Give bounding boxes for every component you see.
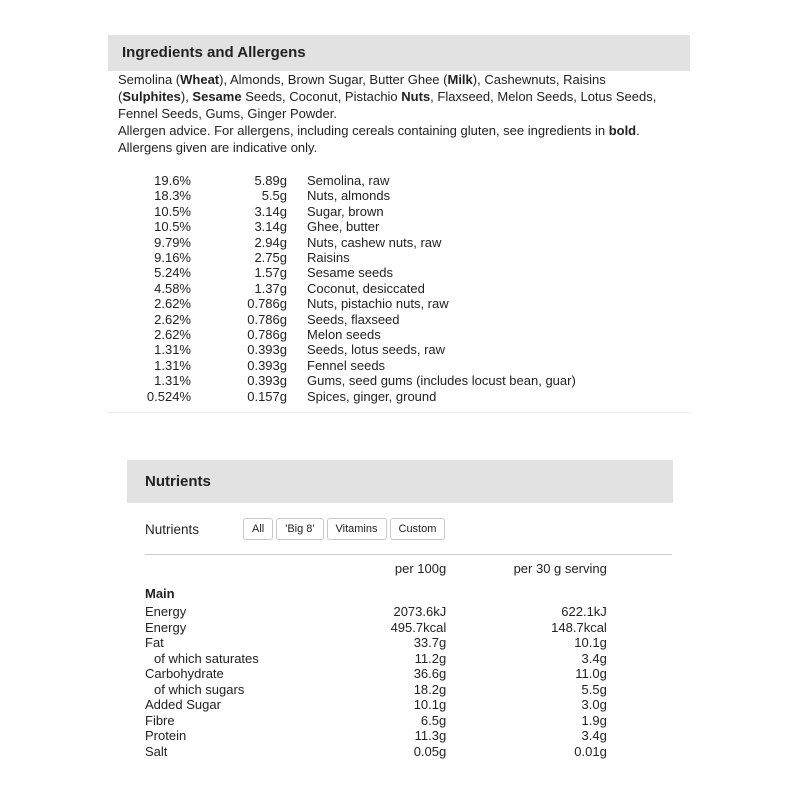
allergens-indicative-note: Allergens given are indicative only. xyxy=(118,140,318,155)
ingredient-percent: 10.5% xyxy=(154,219,191,235)
ingredients-text-segment: ), xyxy=(180,89,193,104)
nutrient-name: of which saturates xyxy=(154,650,259,666)
filter-button-all[interactable]: All xyxy=(243,518,273,540)
advice-text-segment: Allergen advice. For allergens, including cereals containing gluten, see ingredients in xyxy=(118,123,609,138)
ingredient-percent: 19.6% xyxy=(154,173,191,188)
nutrient-per-100g: 2073.6kJ xyxy=(393,604,447,619)
ingredient-grams: 1.37g xyxy=(254,280,287,296)
ingredient-grams: 0.393g xyxy=(247,373,287,389)
nutrient-row xyxy=(145,620,672,636)
ingredient-name: Sesame seeds xyxy=(307,265,393,281)
nutrient-per-serving: 5.5g xyxy=(581,681,607,697)
nutrient-name: Fibre xyxy=(145,712,175,728)
allergen-nuts: Nuts xyxy=(401,89,431,104)
nutrient-per-100g: 11.2g xyxy=(414,650,447,666)
nutrient-per-serving: 10.1g xyxy=(574,635,607,650)
spacer xyxy=(621,635,672,651)
ingredient-row xyxy=(118,265,576,280)
nutrient-group-row xyxy=(145,580,672,605)
nutrient-per-100g: 6.5g xyxy=(420,712,447,728)
ingredient-grams: 2.75g xyxy=(254,250,287,266)
spacer xyxy=(621,697,672,713)
ingredient-name: Raisins xyxy=(307,250,350,266)
spacer xyxy=(621,713,672,729)
nutrient-row xyxy=(145,666,672,682)
ingredient-percent: 5.24% xyxy=(154,265,191,281)
ingredient-grams: 1.57g xyxy=(254,265,287,281)
ingredient-name: Nuts, cashew nuts, raw xyxy=(307,234,442,250)
nutrient-per-100g: 18.2g xyxy=(413,681,447,697)
nutrient-per-serving: 1.9g xyxy=(581,712,607,728)
nutrient-name: Protein xyxy=(145,728,187,743)
nutrients-filter-bar xyxy=(145,517,673,541)
ingredient-percent: 1.31% xyxy=(154,373,191,389)
ingredient-percent: 0.524% xyxy=(146,388,191,404)
ingredient-row xyxy=(118,188,576,203)
spacer xyxy=(621,744,672,760)
ingredient-percent: 4.58% xyxy=(154,280,191,296)
nutrient-per-100g: 33.7g xyxy=(413,635,447,650)
allergen-sulphites: Sulphites xyxy=(122,89,181,104)
advice-text-segment: . xyxy=(636,123,640,138)
nutrients-body xyxy=(127,517,673,759)
ingredients-text-segment: , Flaxseed, Melon Seeds, Lotus Seeds, Fennel Seeds, Gums, Ginger Powder. xyxy=(118,89,657,121)
nutrient-row xyxy=(145,604,672,620)
ingredient-row xyxy=(118,235,576,250)
ingredient-name: Nuts, pistachio nuts, raw xyxy=(307,296,449,312)
spacer xyxy=(621,651,672,667)
ingredient-row xyxy=(118,312,576,327)
ingredients-text-segment: Semolina ( xyxy=(118,72,181,87)
nutrient-per-100g: 10.1g xyxy=(413,697,447,712)
per-100g-header: per 100g xyxy=(394,561,447,576)
ingredient-percent: 2.62% xyxy=(154,311,191,327)
nutrients-table xyxy=(145,554,672,759)
spacer xyxy=(621,728,672,744)
nutrient-row xyxy=(145,635,672,651)
allergen-wheat: Wheat xyxy=(180,72,220,87)
allergen-milk: Milk xyxy=(447,72,473,87)
ingredient-percent: 2.62% xyxy=(154,327,191,343)
ingredient-name: Fennel seeds xyxy=(307,357,386,373)
ingredient-name: Melon seeds xyxy=(307,327,381,343)
nutrient-row xyxy=(145,682,672,698)
nutrient-per-serving: 622.1kJ xyxy=(561,604,607,619)
allergen-advice-text xyxy=(118,122,678,139)
spacer xyxy=(621,555,672,580)
ingredient-grams: 0.786g xyxy=(247,327,287,343)
nutrients-label: Nutrients xyxy=(145,521,200,537)
ingredients-list-text xyxy=(118,71,678,122)
spacer xyxy=(621,620,672,636)
nutrient-per-serving: 3.4g xyxy=(581,650,607,666)
ingredients-text-segment: Seeds, Coconut, Pistachio xyxy=(241,89,402,104)
nutrient-per-serving: 0.01g xyxy=(574,743,607,759)
ingredient-row xyxy=(118,327,576,342)
nutrient-per-100g: 11.3g xyxy=(414,728,447,743)
ingredient-row xyxy=(118,219,576,234)
ingredient-percent: 9.16% xyxy=(154,250,191,266)
filter-button-big8[interactable]: 'Big 8' xyxy=(276,518,323,540)
ingredient-percent: 18.3% xyxy=(154,188,191,204)
nutrient-per-serving: 11.0g xyxy=(575,666,607,681)
ingredient-grams: 0.786g xyxy=(247,296,287,312)
ingredient-grams: 0.393g xyxy=(247,357,287,373)
ingredients-body xyxy=(108,71,690,404)
nutrient-name: Fat xyxy=(145,635,164,650)
ingredient-percent: 1.31% xyxy=(154,342,191,358)
ingredient-row xyxy=(118,296,576,311)
ingredient-row xyxy=(118,373,576,388)
ingredient-name: Coconut, desiccated xyxy=(307,280,425,296)
nutrient-name: Added Sugar xyxy=(145,697,221,712)
ingredient-percent: 2.62% xyxy=(154,296,191,312)
ingredients-section-title: Ingredients and Allergens xyxy=(108,35,690,71)
ingredient-row xyxy=(118,342,576,357)
ingredient-row xyxy=(118,250,576,265)
nutrient-row xyxy=(145,744,672,760)
ingredients-text-segment: ), Cashewnuts, Raisins ( xyxy=(118,72,606,104)
ingredients-text-segment: ), Almonds, Brown Sugar, Butter Ghee ( xyxy=(219,72,448,87)
ingredient-percent: 1.31% xyxy=(154,357,191,373)
spacer xyxy=(621,682,672,698)
ingredient-name: Spices, ginger, ground xyxy=(307,388,437,404)
ingredient-grams: 5.89g xyxy=(254,173,287,188)
spacer xyxy=(621,666,672,682)
ingredient-row xyxy=(118,173,576,188)
ingredient-grams: 2.94g xyxy=(254,234,287,250)
ingredient-percent: 10.5% xyxy=(154,203,191,219)
ingredient-row xyxy=(118,204,576,219)
ingredient-name: Seeds, flaxseed xyxy=(307,311,400,327)
ingredient-name: Seeds, lotus seeds, raw xyxy=(307,342,446,358)
nutrient-per-100g: 0.05g xyxy=(413,743,447,759)
ingredient-row xyxy=(118,281,576,296)
ingredient-name: Sugar, brown xyxy=(307,203,384,219)
nutrient-group-label: Main xyxy=(145,585,175,601)
nutrients-header-row xyxy=(145,555,672,580)
nutrient-name: Energy xyxy=(145,619,187,635)
ingredient-grams: 3.14g xyxy=(254,203,287,219)
nutrient-per-100g: 36.6g xyxy=(413,666,447,681)
nutrient-per-serving: 148.7kcal xyxy=(551,619,607,635)
nutrient-name: Energy xyxy=(145,604,187,619)
per-serving-header: per 30 g serving xyxy=(513,561,607,576)
ingredient-percent: 9.79% xyxy=(154,234,191,250)
ingredient-name: Nuts, almonds xyxy=(307,188,391,204)
allergen-sesame: Sesame xyxy=(192,89,242,104)
ingredient-name: Semolina, raw xyxy=(307,173,390,188)
nutrients-section-title: Nutrients xyxy=(127,460,673,503)
nutrient-per-serving: 3.0g xyxy=(581,697,607,712)
nutrient-per-serving: 3.4g xyxy=(581,728,607,743)
ingredient-grams: 0.786g xyxy=(247,311,287,327)
ingredient-name: Gums, seed gums (includes locust bean, guar) xyxy=(307,373,576,389)
ingredients-section xyxy=(108,35,690,413)
ingredient-row xyxy=(118,358,576,373)
nutrient-name: of which sugars xyxy=(154,681,245,697)
spacer xyxy=(621,604,672,620)
ingredient-grams: 3.14g xyxy=(254,219,287,235)
nutrient-name-header xyxy=(145,555,331,580)
nutrient-name: Carbohydrate xyxy=(145,666,224,681)
filter-button-custom[interactable]: Custom xyxy=(390,518,446,540)
nutrient-name: Salt xyxy=(145,743,168,759)
ingredient-name: Ghee, butter xyxy=(307,219,380,235)
advice-bold-word: bold xyxy=(608,123,637,138)
ingredient-row xyxy=(118,389,576,404)
ingredient-breakdown-table xyxy=(118,173,576,404)
nutrient-row xyxy=(145,728,672,744)
nutrient-per-100g: 495.7kcal xyxy=(390,619,447,635)
ingredient-grams: 0.157g xyxy=(247,388,287,404)
nutrient-row xyxy=(145,651,672,667)
ingredient-grams: 0.393g xyxy=(247,342,287,358)
nutrients-section xyxy=(127,460,673,759)
ingredient-grams: 5.5g xyxy=(261,188,287,204)
nutrient-row xyxy=(145,697,672,713)
filter-button-vitamins[interactable]: Vitamins xyxy=(327,518,387,540)
nutrient-row xyxy=(145,713,672,729)
